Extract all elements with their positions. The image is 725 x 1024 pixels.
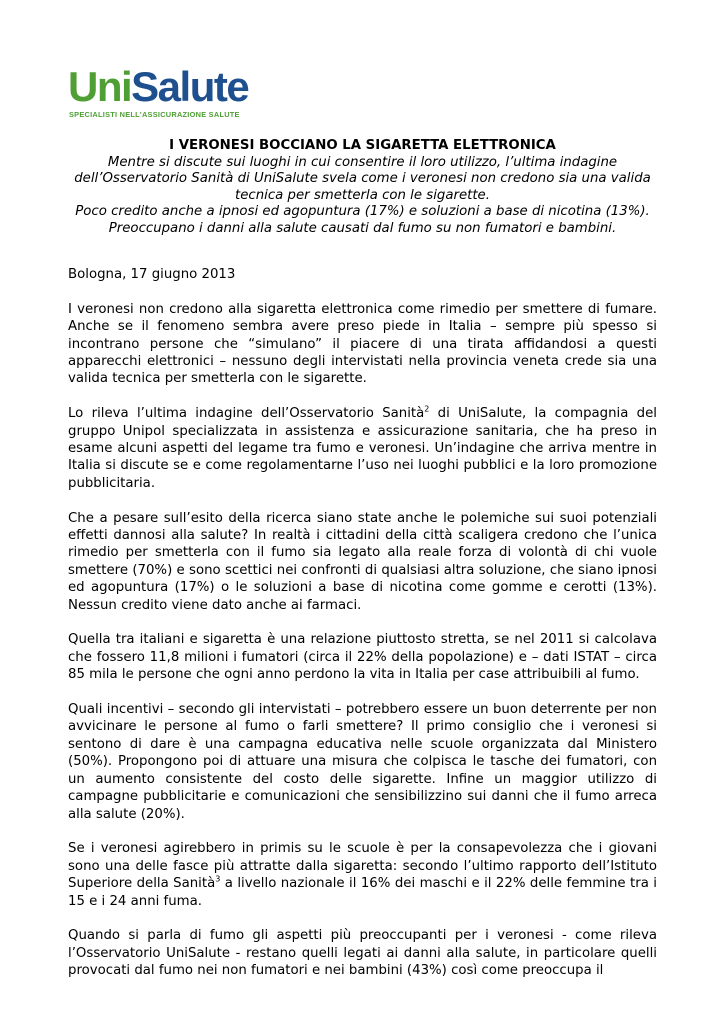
logo-wordmark — [68, 64, 248, 110]
subheadline-2: Poco credito anche a ipnosi ed agopuntura (17%) e soluzioni a base di nicotina (13%). Preoccupano i danni alla salute causati dal fumo su non fumatori e bambini. — [75, 204, 650, 236]
paragraph-2-text-b: di UniSalute, la compagnia del gruppo Unipol specializzata in assistenza e assicurazione sanitaria, che ha preso in esame alcuni aspetti del legame tra fumo e veronesi. Un’indagine che arriva mentre in Italia si discute se e come regolamentarne l’uso nei luoghi pubblici e la loro promozione pubblicitaria. — [68, 406, 657, 491]
logo-word-salute: Salute — [131, 63, 249, 110]
paragraph-7: Quando si parla di fumo gli aspetti più preoccupanti per i veronesi - come rileva l’Osservatorio UniSalute - restano quelli legati ai danni alla salute, in particolare quelli provocati dal fumo nei non fumatori e nei bambini (43%) così come preoccupa il — [68, 928, 657, 979]
paragraph-6-text-b: a livello nazionale il 16% dei maschi e il 22% delle femmine tra i 15 e i 24 anni fuma. — [68, 876, 658, 909]
paragraph-6 — [68, 840, 657, 910]
press-release-header — [68, 138, 657, 238]
article-body — [68, 266, 657, 997]
dateline: Bologna, 17 giugno 2013 — [68, 267, 236, 282]
paragraph-3: Che a pesare sull’esito della ricerca siano state anche le polemiche sui suoi potenziali effetti dannosi alla salute? In realtà i cittadini della città scaligera credono che l’unica rimedio per smetterla con il fumo sia legato alla reale forza di volontà di chi vuole smettere (70%) e sono scettici nei confronti di qualsiasi altra soluzione, che siano ipnosi ed agopuntura (17%) o le soluzioni a base di nicotina come gomme e cerotti (13%). Nessun credito viene dato anche ai farmaci. — [68, 510, 657, 613]
paragraph-2 — [68, 405, 657, 492]
unisalute-logo — [68, 64, 248, 126]
logo-word-uni: Uni — [68, 63, 132, 110]
paragraph-2-text-a: Lo rileva l’ultima indagine dell’Osservatorio Sanità — [68, 406, 425, 422]
footnote-ref-3: 3 — [215, 874, 221, 884]
paragraph-6-text-a: Se i veronesi agirebbero in primis su le scuole è per la consapevolezza che i giovani sono una delle fasce più attratte dalla sigaretta: secondo l’ultimo rapporto dell’Istituto Superiore della Sanità — [68, 841, 657, 892]
footnote-ref-2: 2 — [424, 404, 430, 414]
paragraph-4: Quella tra italiani e sigaretta è una relazione piuttosto stretta, se nel 2011 si calcolava che fossero 11,8 milioni i fumatori (circa il 22% della popolazione) e – dati ISTAT – circa 85 mila le persone che ogni anno perdono la vita in Italia per case attribuibili al fumo. — [68, 632, 657, 683]
paragraph-5: Quali incentivi – secondo gli intervistati – potrebbero essere un buon deterrente per non avvicinare le persone al fumo o farli smettere? Il primo consiglio che i veronesi si sentono di dare è una campagna educativa nelle scuole organizzata dal Ministero (50%). Propongono poi di attuare una misura che colpisca le tasche dei fumatori, con un aumento consistente del costo delle sigarette. Infine un maggior utilizzo di campagne pubblicitarie e comunicazioni che sensibilizzino sui danni che il fumo arreca alla salute (20%). — [68, 702, 657, 822]
paragraph-1: I veronesi non credono alla sigaretta elettronica come rimedio per smettere di fumare. Anche se il fenomeno sembra avere preso piede in Italia – sempre più spesso si incontrano persone che “simulano” il piacere di una tirata affidandosi a questi apparecchi elettronici – nessuno degli intervistati nella provincia veneta crede sia una valida tecnica per smetterla con le sigarette. — [68, 301, 657, 387]
headline: I VERONESI BOCCIANO LA SIGARETTA ELETTRONICA — [169, 138, 556, 153]
subheadline-1: Mentre si discute sui luoghi in cui consentire il loro utilizzo, l’ultima indagine dell’Osservatorio Sanità di UniSalute svela come i veronesi non credono sia una valida tecnica per smetterla con le sigarette. — [74, 154, 651, 203]
logo-tagline: SPECIALISTI NELL'ASSICURAZIONE SALUTE — [69, 110, 240, 119]
